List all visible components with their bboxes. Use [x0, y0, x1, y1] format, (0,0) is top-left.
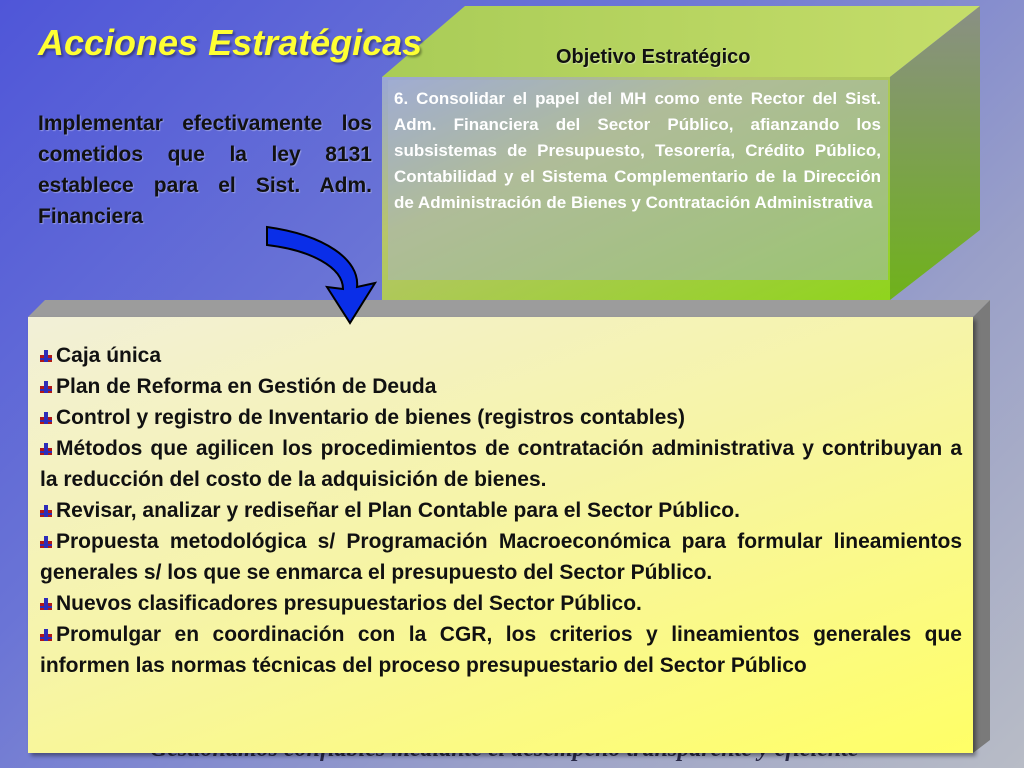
list-item: Promulgar en coordinación con la CGR, los criterios y lineamientos generales que informen las normas técnicas del proceso presupuestario del Sector Público — [40, 619, 962, 681]
list-item: Caja única — [40, 340, 962, 371]
list-item: Propuesta metodológica s/ Programación Macroeconómica para formular lineamientos generales s/ los que se enmarca el presupuesto del Sector Público. — [40, 526, 962, 588]
actions-list — [40, 340, 962, 681]
page-title: Acciones Estratégicas — [38, 22, 423, 63]
bullet-icon — [40, 340, 52, 352]
bullet-icon — [40, 526, 52, 538]
list-item: Revisar, analizar y rediseñar el Plan Contable para el Sector Público. — [40, 495, 962, 526]
curved-arrow-icon — [255, 215, 405, 335]
actions-box-side — [973, 300, 990, 753]
bullet-icon — [40, 402, 52, 414]
list-item: Nuevos clasificadores presupuestarios del Sector Público. — [40, 588, 962, 619]
bullet-icon — [40, 371, 52, 383]
bullet-icon — [40, 588, 52, 600]
list-item: Control y registro de Inventario de bienes (registros contables) — [40, 402, 962, 433]
bullet-icon — [40, 619, 52, 631]
list-item: Métodos que agilicen los procedimientos de contratación administrativa y contribuyan a la reducción del costo de la adquisición de bienes. — [40, 433, 962, 495]
intro-text: Implementar efectivamente los cometidos que la ley 8131 establece para el Sist. Adm. Financiera — [38, 112, 372, 228]
list-item: Plan de Reforma en Gestión de Deuda — [40, 371, 962, 402]
bullet-icon — [40, 433, 52, 445]
bullet-icon — [40, 495, 52, 507]
objective-text: 6. Consolidar el papel del MH como ente Rector del Sist. Adm. Financiera del Sector Público, afianzando los subsistemas de Presupuesto, Tesorería, Crédito Público, Contabilidad y el Sistema Complementario de la Dirección de Administración de Bienes y Contratación Administrativa — [394, 89, 881, 212]
objective-label: Objetivo Estratégico — [556, 46, 751, 68]
actions-box-top — [28, 300, 990, 317]
